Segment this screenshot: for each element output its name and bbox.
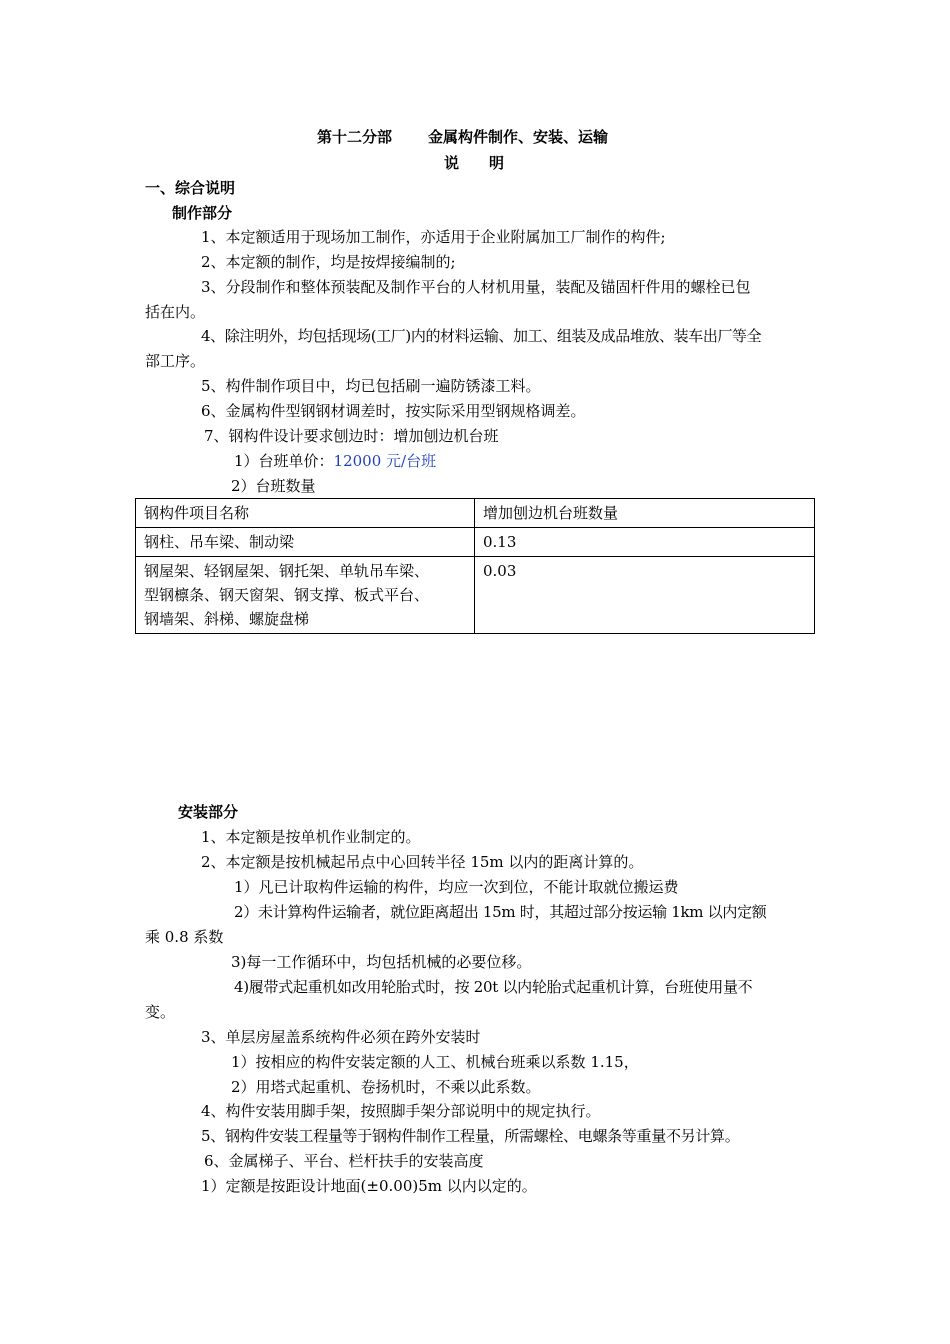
manufacturing-heading: 制作部分	[172, 204, 233, 222]
header-shift-qty: 增加刨边机台班数量	[475, 499, 815, 528]
installation-heading: 安装部分	[178, 803, 239, 821]
row-item-name	[136, 557, 475, 634]
title-part: 第十二分部	[317, 128, 393, 146]
inst-item-1: 1、本定额是按单机作业制定的。	[201, 828, 421, 846]
inst-item-2-sub-4-line2: 变。	[145, 1003, 176, 1021]
table-row	[136, 528, 815, 557]
mfg-item-3-line1: 3、分段制作和整体预装配及制作平台的人材机用量，装配及锚固杆件用的螺栓已包	[201, 278, 751, 296]
inst-item-2-sub-4-line1: 4)履带式起重机如改用轮胎式时，按 20t 以内轮胎式起重机计算，台班使用量不	[234, 978, 753, 996]
inst-item-3-sub-1: 1）按相应的构件安装定额的人工、机械台班乘以系数 1.15，	[231, 1053, 639, 1071]
row-item-name-line: 钢屋架、轻钢屋架、钢托架、单轨吊车梁、	[144, 562, 430, 580]
inst-item-2-sub-1: 1）凡已计取构件运输的构件，均应一次到位，不能计取就位搬运费	[234, 878, 679, 896]
inst-item-6: 6、金属梯子、平台、栏杆扶手的安装高度	[204, 1152, 484, 1170]
inst-item-2-sub-2-line2: 乘 0.8 系数	[145, 928, 224, 946]
header-item-name: 钢构件项目名称	[136, 499, 475, 528]
inst-item-6-sub-1: 1）定额是按距设计地面(±0.00)5m 以内以定的。	[201, 1177, 537, 1195]
inst-item-2-sub-3: 3)每一工作循环中，均包括机械的必要位移。	[231, 953, 532, 971]
row-item-name-line: 钢墙架、斜梯、螺旋盘梯	[144, 610, 310, 628]
inst-item-2-sub-2-line1: 2）未计算构件运输者，就位距离超出 15m 时，其超过部分按运输 1km 以内定额	[234, 903, 767, 921]
row-item-name-line: 型钢檩条、钢天窗架、钢支撑、板式平台、	[144, 586, 430, 604]
row-shift-qty: 0.13	[475, 528, 815, 557]
inst-item-3: 3、单层房屋盖系统构件必须在跨外安装时	[201, 1028, 481, 1046]
mfg-item-4-line1: 4、除注明外，均包括现场(工厂)内的材料运输、加工、组装及成品堆放、装车出厂等全	[201, 327, 762, 345]
shift-price-value: 12000 元/台班	[333, 452, 437, 470]
planer-shift-table	[135, 498, 815, 634]
mfg-item-7: 7、钢构件设计要求刨边时：增加刨边机台班	[204, 427, 499, 445]
section-heading: 一、综合说明	[145, 179, 236, 197]
inst-item-2: 2、本定额是按机械起吊点中心回转半径 15m 以内的距离计算的。	[201, 853, 644, 871]
document-title	[317, 127, 608, 147]
mfg-item-1: 1、本定额适用于现场加工制作，亦适用于企业附属加工厂制作的构件;	[201, 228, 666, 246]
inst-item-5: 5、钢构件安装工程量等于钢构件制作工程量，所需螺栓、电螺条等重量不另计算。	[201, 1127, 740, 1145]
inst-item-3-sub-2: 2）用塔式起重机、卷扬机时，不乘以此系数。	[231, 1078, 541, 1096]
table-header-row	[136, 499, 815, 528]
title-name: 金属构件制作、安装、运输	[428, 128, 609, 146]
mfg-item-4-line2: 部工序。	[145, 352, 206, 370]
mfg-sub-2: 2）台班数量	[231, 477, 316, 495]
row-shift-qty: 0.03	[475, 557, 815, 634]
mfg-item-6: 6、金属构件型钢钢材调差时，按实际采用型钢规格调差。	[201, 402, 586, 420]
inst-item-4: 4、构件安装用脚手架，按照脚手架分部说明中的规定执行。	[201, 1102, 601, 1120]
document-subtitle: 说 明	[444, 154, 505, 172]
table-row	[136, 557, 815, 634]
mfg-item-5: 5、构件制作项目中，均已包括刷一遍防锈漆工料。	[201, 377, 541, 395]
row-item-name: 钢柱、吊车梁、制动梁	[136, 528, 475, 557]
shift-price-label: 1）台班单价：	[234, 452, 334, 470]
mfg-sub-1	[234, 451, 436, 471]
mfg-item-2: 2、本定额的制作，均是按焊接编制的;	[201, 253, 456, 271]
mfg-item-3-line2: 括在内。	[145, 303, 206, 321]
